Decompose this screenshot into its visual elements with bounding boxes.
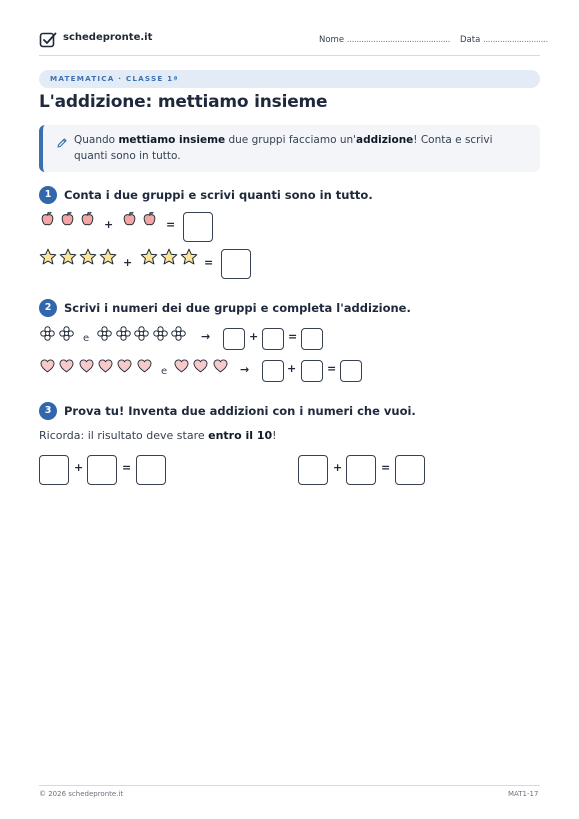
info-bold-part: addizione (356, 134, 414, 146)
logo-checkbox-icon (39, 31, 57, 49)
equals-sign: = (166, 218, 176, 231)
equals-sign: = (204, 256, 214, 269)
arrow-icon: → (240, 363, 250, 376)
heart-icon (40, 358, 55, 377)
brand-name: schedepronte.it (63, 32, 153, 43)
flower-icon (40, 326, 55, 345)
equals-sign: = (288, 330, 298, 343)
reminder-part: Ricorda: il risultato deve stare (39, 429, 209, 442)
info-text-part: due gruppi facciamo un' (225, 134, 357, 146)
section-title: Conta i due gruppi e scrivi quanti sono in tutto. (64, 188, 373, 202)
flower-icon (171, 326, 186, 345)
star-icon (99, 248, 117, 270)
apple-icon (123, 211, 136, 230)
equals-sign: = (122, 461, 132, 474)
answer-box[interactable] (183, 212, 213, 242)
plus-sign: + (104, 218, 114, 231)
pencil-icon (56, 137, 68, 149)
plus-sign: + (123, 256, 133, 269)
result-box[interactable] (395, 455, 425, 485)
heart-icon (59, 358, 74, 377)
reminder-bold: entro il 10 (208, 429, 273, 442)
footer-copyright: © 2026 schedepronte.it (39, 790, 124, 798)
subject-bar (39, 70, 540, 88)
subject-label: MATEMATICA · CLASSE 1ª (50, 74, 179, 83)
flower-icon (134, 326, 149, 345)
date-label: Data (460, 35, 481, 45)
number-box[interactable] (262, 328, 284, 350)
page-title: L'addizione: mettiamo insieme (39, 92, 328, 112)
name-field[interactable] (319, 35, 450, 45)
number-box[interactable] (301, 360, 323, 382)
info-text (74, 132, 524, 164)
apple-icon (81, 211, 94, 230)
star-icon (79, 248, 97, 270)
addend-box[interactable] (39, 455, 69, 485)
number-box[interactable] (262, 360, 284, 382)
footer-code: MAT1-17 (508, 790, 539, 798)
name-dots: ........................................... (346, 35, 451, 45)
plus-sign: + (287, 362, 297, 375)
star-icon (140, 248, 158, 270)
and-word: e (83, 333, 90, 344)
heart-icon (213, 358, 228, 377)
apple-icon (61, 211, 74, 230)
addend-box[interactable] (346, 455, 376, 485)
equals-sign: = (381, 461, 391, 474)
plus-sign: + (74, 461, 84, 474)
section-number: 3 (39, 402, 57, 420)
date-field[interactable] (460, 35, 548, 45)
plus-sign: + (333, 461, 343, 474)
heart-icon (193, 358, 208, 377)
equals-sign: = (327, 362, 337, 375)
number-box[interactable] (223, 328, 245, 350)
plus-sign: + (249, 330, 259, 343)
section-title: Prova tu! Inventa due addizioni con i numeri che vuoi. (64, 404, 416, 418)
section-number: 2 (39, 299, 57, 317)
flower-icon (59, 326, 74, 345)
footer-divider (39, 785, 540, 786)
date-dots: ........................... (483, 35, 548, 45)
heart-icon (117, 358, 132, 377)
arrow-icon: → (201, 330, 211, 343)
result-box[interactable] (301, 328, 323, 350)
heart-icon (98, 358, 113, 377)
info-text-part: ! Conta e scrivi quanti sono in tutto. (74, 134, 493, 162)
addend-box[interactable] (87, 455, 117, 485)
heart-icon (79, 358, 94, 377)
header-divider (39, 55, 540, 56)
apple-icon (41, 211, 54, 230)
result-box[interactable] (340, 360, 362, 382)
reminder-part: ! (272, 429, 277, 442)
flower-icon (153, 326, 168, 345)
star-icon (59, 248, 77, 270)
heart-icon (174, 358, 189, 377)
flower-icon (116, 326, 131, 345)
section-number: 1 (39, 186, 57, 204)
info-bold-part: mettiamo insieme (118, 134, 226, 146)
star-icon (39, 248, 57, 270)
apple-icon (143, 211, 156, 230)
info-text-part: Quando (74, 134, 119, 146)
answer-box[interactable] (221, 249, 251, 279)
addend-box[interactable] (298, 455, 328, 485)
name-label: Nome (319, 35, 345, 45)
star-icon (160, 248, 178, 270)
result-box[interactable] (136, 455, 166, 485)
flower-icon (97, 326, 112, 345)
heart-icon (137, 358, 152, 377)
and-word: e (161, 366, 168, 377)
reminder-text (39, 429, 277, 442)
section-title: Scrivi i numeri dei due gruppi e completa l'addizione. (64, 301, 411, 315)
star-icon (180, 248, 198, 270)
